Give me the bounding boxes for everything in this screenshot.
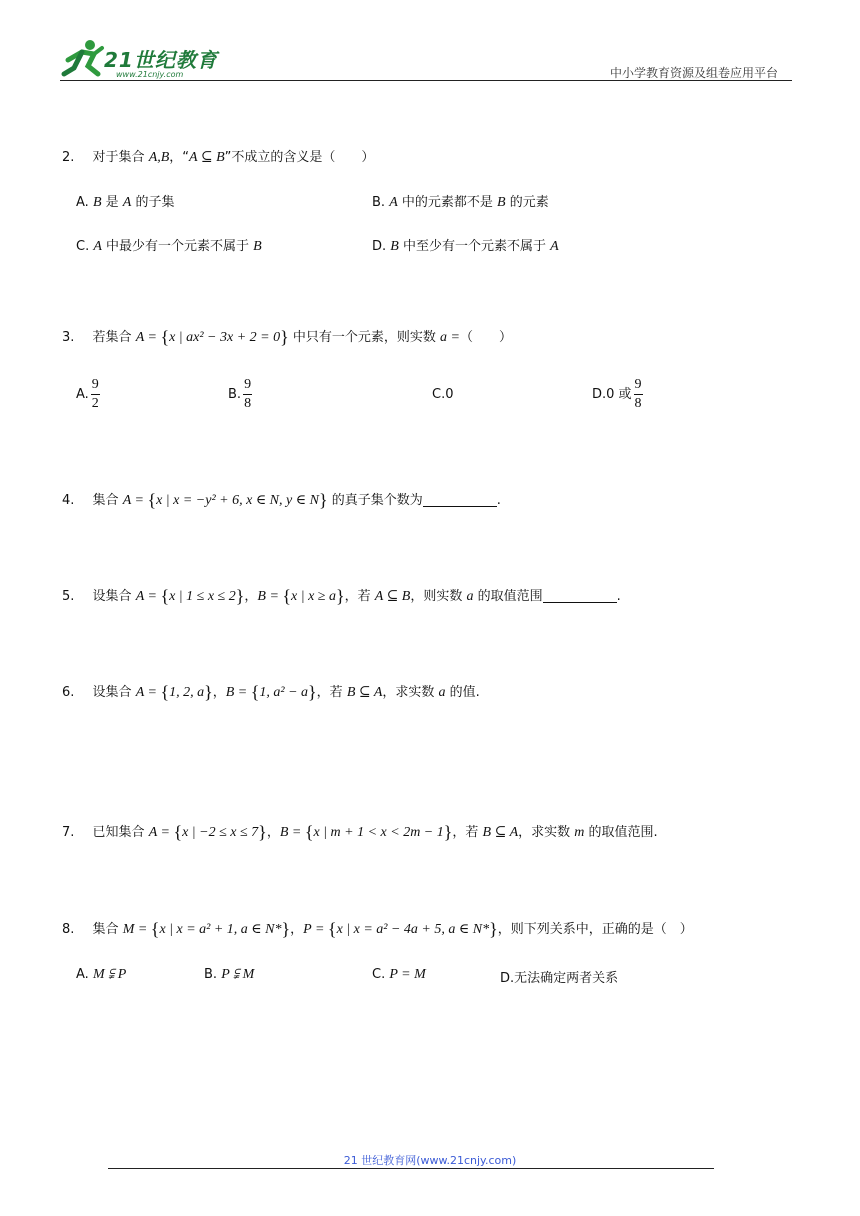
- option-8B[interactable]: B. P ⫋ M: [204, 967, 255, 982]
- option-3C[interactable]: C.0: [432, 387, 454, 402]
- option-3D[interactable]: D.0 或 $\frac{9}{8}$: [592, 377, 642, 411]
- platform-name: 中小学教育资源及组卷应用平台: [610, 66, 779, 80]
- question-number: 5.: [62, 589, 75, 604]
- question-6: 6. 设集合 A = {1, 2, a}，B = {1, a² − a}，若 B ⊆ A，求实数 a 的值.: [62, 682, 480, 702]
- option-2D[interactable]: D. B 中至少有一个元素不属于 A: [372, 239, 559, 254]
- header-logo: [60, 38, 230, 80]
- question-4: 4. 集合 A = {x | x = −y² + 6, x ∈ N, y ∈ N} 的真子集个数为 .: [62, 490, 501, 510]
- answer-blank[interactable]: [543, 588, 617, 603]
- runner-logo-icon: [60, 38, 106, 80]
- option-8D[interactable]: D.无法确定两者关系: [500, 971, 619, 986]
- answer-blank[interactable]: [423, 492, 497, 507]
- question-8: 8. 集合 M = {x | x = a² + 1, a ∈ N*}，P = {x | x = a² − 4a + 5, a ∈ N*}，则下列关系中，正确的是（ ）: [62, 919, 693, 939]
- question-number: 2.: [62, 150, 75, 165]
- question-7: 7. 已知集合 A = {x | −2 ≤ x ≤ 7}，B = {x | m + 1 < x < 2m − 1}，若 B ⊆ A，求实数 m 的取值范围.: [62, 822, 658, 842]
- option-2C[interactable]: C. A 中最少有一个元素不属于 B: [76, 239, 262, 254]
- header-rule: [60, 80, 792, 81]
- footer-rule: [108, 1168, 714, 1169]
- question-2: 2. 对于集合 A,B，“A ⊆ B”不成立的含义是（ ）: [62, 150, 375, 165]
- question-5: 5. 设集合 A = {x | 1 ≤ x ≤ 2}，B = {x | x ≥ a}，若 A ⊆ B，则实数 a 的取值范围 .: [62, 586, 621, 606]
- option-8C[interactable]: C. P = M: [372, 967, 426, 982]
- option-8A[interactable]: A. M ⫋ P: [76, 967, 127, 982]
- option-3A[interactable]: A. $\frac{9}{2}$: [76, 377, 99, 411]
- logo-text: 21世纪教育: [104, 48, 218, 72]
- question-number: 3.: [62, 330, 75, 345]
- question-number: 8.: [62, 922, 75, 937]
- question-text: 对于集合: [92, 150, 149, 165]
- question-number: 7.: [62, 825, 75, 840]
- option-2A[interactable]: A. B 是 A 的子集: [76, 195, 175, 210]
- option-2B[interactable]: B. A 中的元素都不是 B 的元素: [372, 195, 549, 210]
- question-number: 4.: [62, 493, 75, 508]
- question-number: 6.: [62, 685, 75, 700]
- footer-text: 21 世纪教育网(www.21cnjy.com): [343, 1154, 517, 1167]
- question-3: 3. 若集合 A = {x | ax² − 3x + 2 = 0} 中只有一个元素，则实数 a =（ ）: [62, 327, 512, 347]
- option-3B[interactable]: B. $\frac{9}{8}$: [228, 377, 252, 411]
- logo-url: www.21cnjy.com: [116, 70, 184, 79]
